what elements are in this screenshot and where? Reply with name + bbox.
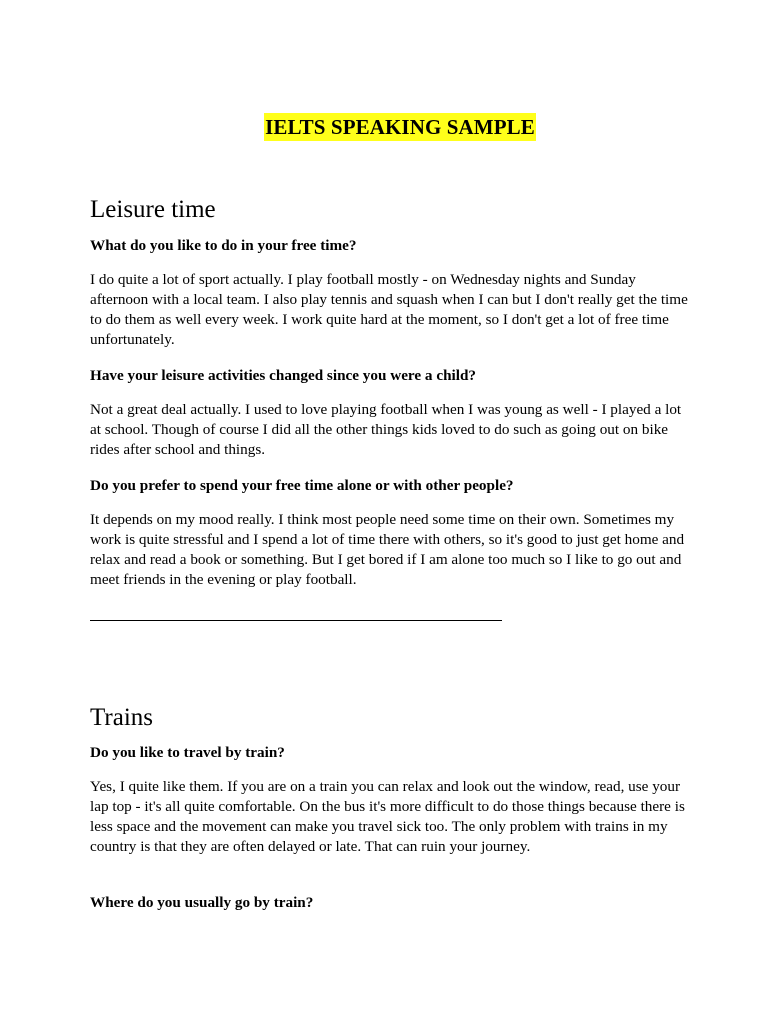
title-wrapper	[0, 113, 768, 141]
document-title: IELTS SPEAKING SAMPLE	[265, 115, 535, 139]
question-travel-by-train: Do you like to travel by train?	[90, 744, 285, 761]
answer-travel-by-train: Yes, I quite like them. If you are on a train you can relax and look out the window, read, use your lap top - it's all quite comfortable. On the bus it's more difficult to do those things because there is less space and the movement can make you travel sick too. The only problem with trains in my country is that they are often delayed or late. That can ruin your journey.	[90, 778, 685, 855]
answer-leisure-changed: Not a great deal actually. I used to love playing football when I was young as well - I played a lot at school. Though of course I did all the other things kids loved to do such as going out on bike rides after school and things.	[90, 401, 682, 458]
answer-free-time: I do quite a lot of sport actually. I play football mostly - on Wednesday nights and Sunday afternoon with a local team. I also play tennis and squash when I can but I don't really get the time to do them as well every week. I work quite hard at the moment, so I don't get a lot of free time unfortunately.	[90, 271, 688, 348]
section-heading-trains: Trains	[90, 704, 153, 731]
section-divider	[90, 620, 502, 621]
answer-alone-or-others: It depends on my mood really. I think most people need some time on their own. Sometimes my work is quite stressful and I spend a lot of time there with others, so it's good to just get home and relax and read a book or something. But I get bored if I am alone too much so I like to go out and meet friends in the evening or play football.	[90, 511, 685, 588]
question-free-time: What do you like to do in your free time?	[90, 237, 357, 254]
question-alone-or-others: Do you prefer to spend your free time alone or with other people?	[90, 477, 514, 494]
section-heading-leisure-time: Leisure time	[90, 196, 216, 223]
question-where-by-train: Where do you usually go by train?	[90, 894, 314, 911]
question-leisure-changed: Have your leisure activities changed since you were a child?	[90, 367, 476, 384]
